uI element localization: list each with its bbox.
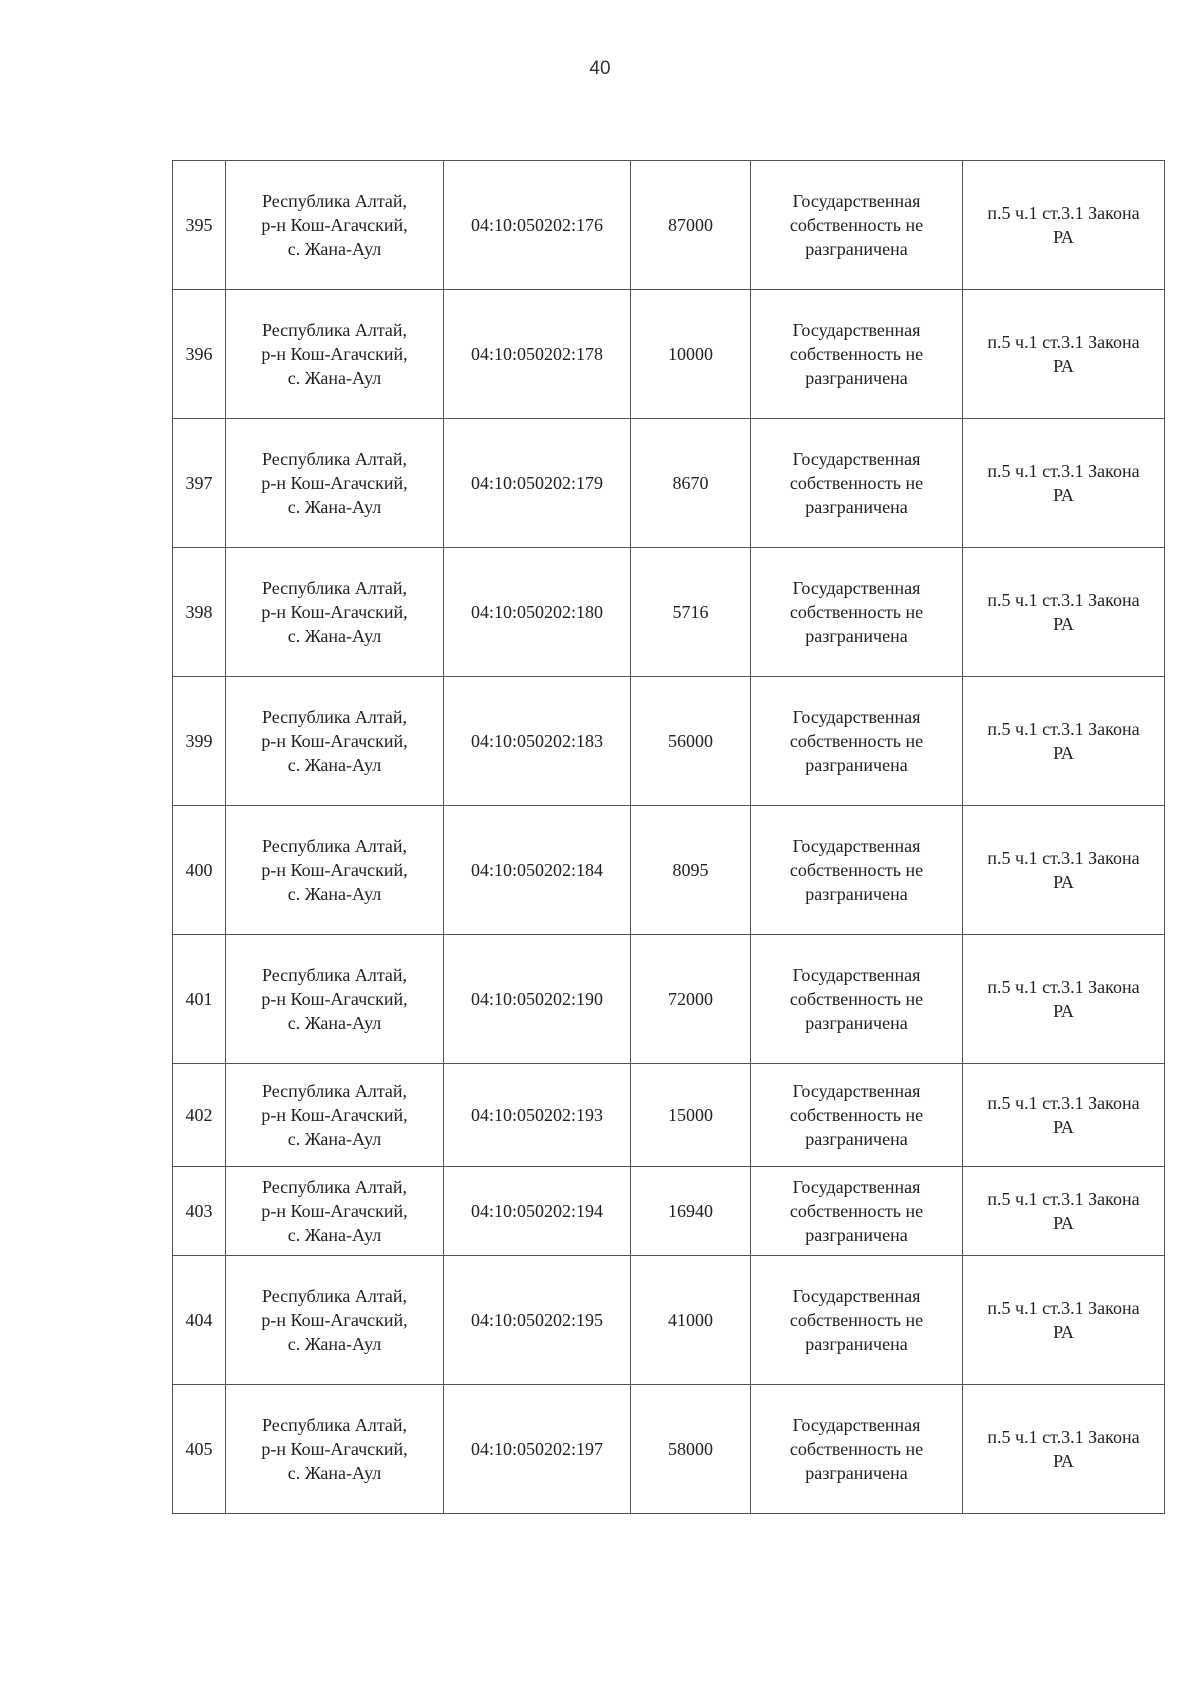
law-line: РА [1053,614,1074,634]
addr-line: Республика Алтай, [261,836,408,856]
addr-line: с. Жана-Аул [287,1334,382,1354]
addr-line: с. Жана-Аул [287,755,382,775]
own-line: разграничена [805,239,908,259]
own-line: Государственная [792,320,921,340]
legal-basis-cell [963,935,1165,1064]
row-number-cell: 402 [173,1064,226,1167]
law-line: РА [1053,1001,1074,1021]
own-line: разграничена [805,368,908,388]
table-row [173,677,1165,806]
legal-basis-cell [963,1385,1165,1514]
law-line: п.5 ч.1 ст.3.1 Закона [987,977,1140,997]
own-line: Государственная [792,191,921,211]
law-line: п.5 ч.1 ст.3.1 Закона [987,719,1140,739]
row-number-cell: 400 [173,806,226,935]
own-line: Государственная [792,1177,921,1197]
table-row [173,1256,1165,1385]
table-row [173,419,1165,548]
legal-basis-cell [963,548,1165,677]
row-number-cell: 403 [173,1167,226,1256]
law-line: РА [1053,227,1074,247]
addr-line: Республика Алтай, [261,965,408,985]
addr-line: р-н Кош-Агачский, [261,1201,408,1221]
own-line: собственность не [789,602,924,622]
law-line: п.5 ч.1 ст.3.1 Закона [987,590,1140,610]
addr-line: с. Жана-Аул [287,1013,382,1033]
row-number-cell: 396 [173,290,226,419]
area-cell: 8095 [631,806,751,935]
table-row [173,548,1165,677]
law-line: РА [1053,872,1074,892]
address-cell [226,548,444,677]
ownership-cell [751,290,963,419]
own-line: разграничена [805,497,908,517]
row-number-cell: 405 [173,1385,226,1514]
area-cell: 41000 [631,1256,751,1385]
law-line: п.5 ч.1 ст.3.1 Закона [987,1093,1140,1113]
addr-line: р-н Кош-Агачский, [261,1310,408,1330]
address-cell [226,1385,444,1514]
legal-basis-cell [963,1064,1165,1167]
own-line: Государственная [792,836,921,856]
own-line: Государственная [792,965,921,985]
area-cell: 10000 [631,290,751,419]
own-line: собственность не [789,1310,924,1330]
addr-line: Республика Алтай, [261,707,408,727]
addr-line: Республика Алтай, [261,1177,408,1197]
law-line: РА [1053,1213,1074,1233]
addr-line: р-н Кош-Агачский, [261,215,408,235]
addr-line: с. Жана-Аул [287,497,382,517]
cadastral-number-cell: 04:10:050202:179 [444,419,631,548]
addr-line: р-н Кош-Агачский, [261,344,408,364]
ownership-cell [751,677,963,806]
own-line: разграничена [805,884,908,904]
addr-line: Республика Алтай, [261,1081,408,1101]
own-line: разграничена [805,1463,908,1483]
addr-line: Республика Алтай, [261,191,408,211]
address-cell [226,935,444,1064]
address-cell [226,806,444,935]
legal-basis-cell [963,1167,1165,1256]
cadastral-number-cell: 04:10:050202:194 [444,1167,631,1256]
law-line: п.5 ч.1 ст.3.1 Закона [987,1427,1140,1447]
law-line: п.5 ч.1 ст.3.1 Закона [987,461,1140,481]
table-row [173,1064,1165,1167]
cadastral-number-cell: 04:10:050202:180 [444,548,631,677]
cadastral-number-cell: 04:10:050202:195 [444,1256,631,1385]
addr-line: Республика Алтай, [261,320,408,340]
addr-line: с. Жана-Аул [287,1225,382,1245]
area-cell: 5716 [631,548,751,677]
addr-line: Республика Алтай, [261,1415,408,1435]
law-line: РА [1053,1322,1074,1342]
own-line: собственность не [789,344,924,364]
own-line: собственность не [789,215,924,235]
own-line: Государственная [792,707,921,727]
table-row [173,1385,1165,1514]
addr-line: Республика Алтай, [261,449,408,469]
area-cell: 72000 [631,935,751,1064]
addr-line: р-н Кош-Агачский, [261,473,408,493]
own-line: собственность не [789,1105,924,1125]
ownership-cell [751,419,963,548]
own-line: собственность не [789,1201,924,1221]
addr-line: р-н Кош-Агачский, [261,860,408,880]
own-line: разграничена [805,755,908,775]
row-number-cell: 399 [173,677,226,806]
legal-basis-cell [963,161,1165,290]
addr-line: с. Жана-Аул [287,1463,382,1483]
own-line: Государственная [792,1081,921,1101]
cadastral-number-cell: 04:10:050202:176 [444,161,631,290]
cadastral-number-cell: 04:10:050202:190 [444,935,631,1064]
cadastral-number-cell: 04:10:050202:184 [444,806,631,935]
own-line: собственность не [789,473,924,493]
law-line: п.5 ч.1 ст.3.1 Закона [987,1298,1140,1318]
addr-line: с. Жана-Аул [287,626,382,646]
ownership-cell [751,1256,963,1385]
row-number-cell: 398 [173,548,226,677]
own-line: разграничена [805,626,908,646]
legal-basis-cell [963,806,1165,935]
own-line: Государственная [792,578,921,598]
area-cell: 56000 [631,677,751,806]
address-cell [226,1064,444,1167]
own-line: собственность не [789,1439,924,1459]
own-line: Государственная [792,1286,921,1306]
addr-line: с. Жана-Аул [287,368,382,388]
own-line: Государственная [792,1415,921,1435]
ownership-cell [751,1064,963,1167]
own-line: разграничена [805,1225,908,1245]
address-cell [226,1256,444,1385]
ownership-cell [751,1167,963,1256]
law-line: п.5 ч.1 ст.3.1 Закона [987,848,1140,868]
law-line: РА [1053,1117,1074,1137]
ownership-cell [751,161,963,290]
own-line: собственность не [789,989,924,1009]
own-line: разграничена [805,1129,908,1149]
legal-basis-cell [963,290,1165,419]
address-cell [226,290,444,419]
law-line: РА [1053,356,1074,376]
cadastral-number-cell: 04:10:050202:193 [444,1064,631,1167]
cadastral-number-cell: 04:10:050202:178 [444,290,631,419]
ownership-cell [751,1385,963,1514]
address-cell [226,161,444,290]
addr-line: Республика Алтай, [261,1286,408,1306]
area-cell: 87000 [631,161,751,290]
addr-line: р-н Кош-Агачский, [261,602,408,622]
area-cell: 16940 [631,1167,751,1256]
own-line: разграничена [805,1334,908,1354]
area-cell: 58000 [631,1385,751,1514]
addr-line: с. Жана-Аул [287,1129,382,1149]
law-line: РА [1053,1451,1074,1471]
table-row [173,806,1165,935]
address-cell [226,1167,444,1256]
row-number-cell: 397 [173,419,226,548]
row-number-cell: 404 [173,1256,226,1385]
table-row [173,290,1165,419]
table-row [173,935,1165,1064]
table-row [173,1167,1165,1256]
land-plot-table [172,160,1165,1514]
addr-line: Республика Алтай, [261,578,408,598]
addr-line: р-н Кош-Агачский, [261,731,408,751]
row-number-cell: 395 [173,161,226,290]
law-line: РА [1053,485,1074,505]
table-row [173,161,1165,290]
cadastral-number-cell: 04:10:050202:197 [444,1385,631,1514]
own-line: собственность не [789,860,924,880]
ownership-cell [751,548,963,677]
page-number: 40 [589,58,611,79]
law-line: п.5 ч.1 ст.3.1 Закона [987,332,1140,352]
legal-basis-cell [963,677,1165,806]
area-cell: 8670 [631,419,751,548]
legal-basis-cell [963,419,1165,548]
legal-basis-cell [963,1256,1165,1385]
addr-line: с. Жана-Аул [287,884,382,904]
law-line: РА [1053,743,1074,763]
cadastral-number-cell: 04:10:050202:183 [444,677,631,806]
ownership-cell [751,935,963,1064]
addr-line: р-н Кош-Агачский, [261,989,408,1009]
table-body [173,161,1165,1514]
row-number-cell: 401 [173,935,226,1064]
law-line: п.5 ч.1 ст.3.1 Закона [987,203,1140,223]
ownership-cell [751,806,963,935]
law-line: п.5 ч.1 ст.3.1 Закона [987,1189,1140,1209]
addr-line: р-н Кош-Агачский, [261,1439,408,1459]
own-line: Государственная [792,449,921,469]
own-line: собственность не [789,731,924,751]
addr-line: с. Жана-Аул [287,239,382,259]
address-cell [226,419,444,548]
own-line: разграничена [805,1013,908,1033]
area-cell: 15000 [631,1064,751,1167]
address-cell [226,677,444,806]
addr-line: р-н Кош-Агачский, [261,1105,408,1125]
